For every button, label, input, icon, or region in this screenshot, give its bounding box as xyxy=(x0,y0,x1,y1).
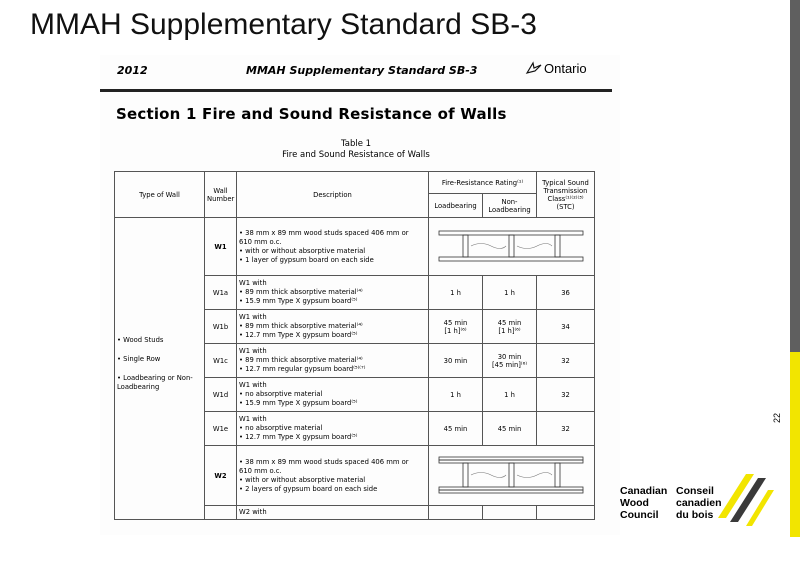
non-loadbearing-rating: 45 min xyxy=(483,412,537,446)
description-cell xyxy=(237,276,429,310)
wall-number: W1b xyxy=(205,310,237,344)
description-cell xyxy=(237,446,429,506)
description-cell xyxy=(237,344,429,378)
description-line: W2 with xyxy=(239,508,267,516)
description-line: • 89 mm thick absorptive material⁽⁴⁾ xyxy=(239,322,363,330)
brand-english xyxy=(620,485,680,521)
wall-number: W2 xyxy=(205,446,237,506)
description-line: • 1 layer of gypsum board on each side xyxy=(239,255,374,264)
side-bar-grey xyxy=(790,0,800,352)
description-cell xyxy=(237,218,429,276)
non-loadbearing-rating xyxy=(483,344,537,378)
description-line: • 12.7 mm Type X gypsum board⁽⁵⁾ xyxy=(239,433,358,441)
header-non-loadbearing: Non-Loadbearing xyxy=(483,194,537,218)
brand-line: Wood xyxy=(620,497,649,509)
wall-number: W1 xyxy=(205,218,237,276)
brand-line: Council xyxy=(620,509,659,521)
type-item: • Loadbearing or Non-Loadbearing xyxy=(117,373,193,391)
description-line: W1 with xyxy=(239,415,267,423)
trillium-icon xyxy=(525,61,543,75)
wall-number: W1c xyxy=(205,344,237,378)
wall-number: W1e xyxy=(205,412,237,446)
description-cell xyxy=(237,506,429,520)
non-loadbearing-rating xyxy=(483,310,537,344)
type-item: • Wood Studs xyxy=(117,335,164,344)
section-heading: Section 1 Fire and Sound Resistance of Walls xyxy=(116,105,507,123)
wall-section-diagram xyxy=(431,223,591,269)
header-fire-rating: Fire-Resistance Rating⁽¹⁾ xyxy=(429,172,537,194)
ontario-logo-text: Ontario xyxy=(544,61,587,76)
table-caption-title: Fire and Sound Resistance of Walls xyxy=(282,150,430,160)
loadbearing-rating: 30 min xyxy=(429,344,483,378)
cwc-stripes-icon xyxy=(718,470,774,526)
description-line: • 38 mm x 89 mm wood studs spaced 406 mm or xyxy=(239,228,409,237)
loadbearing-rating xyxy=(429,506,483,520)
page-number: 22 xyxy=(772,412,783,424)
loadbearing-rating xyxy=(429,310,483,344)
description-line: 610 mm o.c. xyxy=(239,466,282,475)
document-scan xyxy=(100,55,620,535)
non-loadbearing-rating: 1 h xyxy=(483,378,537,412)
stc-value: 32 xyxy=(537,344,595,378)
rating-line: 45 min xyxy=(443,318,468,327)
header-stc: Typical Sound Transmission Class⁽¹⁾⁽²⁾⁽³⁾ (STC) xyxy=(537,172,595,218)
stc-value: 32 xyxy=(537,412,595,446)
rating-line: [1 h]⁽⁶⁾ xyxy=(444,326,467,335)
brand-line: Conseil xyxy=(676,485,714,497)
description-line: W1 with xyxy=(239,313,267,321)
description-line: W1 with xyxy=(239,381,267,389)
rating-line: 45 min xyxy=(497,318,522,327)
description-line: • 12.7 mm Type X gypsum board⁽⁵⁾ xyxy=(239,331,358,339)
description-line: • 89 mm thick absorptive material⁽⁴⁾ xyxy=(239,288,363,296)
description-line: • with or without absorptive material xyxy=(239,475,366,484)
table-row xyxy=(115,218,595,276)
description-line: • with or without absorptive material xyxy=(239,246,366,255)
description-cell xyxy=(237,310,429,344)
description-line: • 89 mm thick absorptive material⁽⁴⁾ xyxy=(239,356,363,364)
description-line: • no absorptive material xyxy=(239,424,323,432)
stc-value: 34 xyxy=(537,310,595,344)
document-header xyxy=(100,55,612,92)
description-line: W1 with xyxy=(239,347,267,355)
ontario-logo xyxy=(525,61,587,76)
header-wall-number: Wall Number xyxy=(205,172,237,218)
wall-diagram-cell xyxy=(429,218,595,276)
brand-line: Canadian xyxy=(620,485,668,497)
slide-title: MMAH Supplementary Standard SB-3 xyxy=(30,8,537,41)
loadbearing-rating: 45 min xyxy=(429,412,483,446)
description-cell xyxy=(237,378,429,412)
description-line: • 15.9 mm Type X gypsum board⁽⁵⁾ xyxy=(239,399,358,407)
table-caption-number: Table 1 xyxy=(340,139,372,149)
rating-line: 30 min xyxy=(497,352,522,361)
wall-section-diagram xyxy=(431,451,591,499)
loadbearing-rating: 1 h xyxy=(429,378,483,412)
rating-line: [1 h]⁽⁶⁾ xyxy=(498,326,521,335)
side-bar-yellow xyxy=(790,352,800,537)
wall-number: W1d xyxy=(205,378,237,412)
header-type-of-wall: Type of Wall xyxy=(115,172,205,218)
document-year: 2012 xyxy=(117,64,148,77)
document-standard-name: MMAH Supplementary Standard SB-3 xyxy=(246,64,478,77)
description-cell xyxy=(237,412,429,446)
loadbearing-rating: 1 h xyxy=(429,276,483,310)
description-line: • 15.9 mm Type X gypsum board⁽⁵⁾ xyxy=(239,297,358,305)
wall-number: W1a xyxy=(205,276,237,310)
stc-value: 36 xyxy=(537,276,595,310)
description-line: 610 mm o.c. xyxy=(239,237,282,246)
brand-line: canadien xyxy=(676,497,722,509)
wall-diagram-cell xyxy=(429,446,595,506)
non-loadbearing-rating: 1 h xyxy=(483,276,537,310)
non-loadbearing-rating xyxy=(483,506,537,520)
type-of-wall-cell xyxy=(115,218,205,520)
stc-value xyxy=(537,506,595,520)
description-line: • 12.7 mm regular gypsum board⁽⁵⁾⁽⁷⁾ xyxy=(239,365,366,373)
wall-number xyxy=(205,506,237,520)
header-description: Description xyxy=(237,172,429,218)
brand-line: du bois xyxy=(676,509,714,521)
description-line: • 2 layers of gypsum board on each side xyxy=(239,484,378,493)
fire-sound-table xyxy=(114,171,595,520)
type-item: • Single Row xyxy=(117,354,161,363)
description-line: • 38 mm x 89 mm wood studs spaced 406 mm or xyxy=(239,457,409,466)
rating-line: [45 min]⁽⁶⁾ xyxy=(492,360,527,369)
description-line: W1 with xyxy=(239,279,267,287)
stc-value: 32 xyxy=(537,378,595,412)
header-loadbearing: Loadbearing xyxy=(429,194,483,218)
description-line: • no absorptive material xyxy=(239,390,323,398)
